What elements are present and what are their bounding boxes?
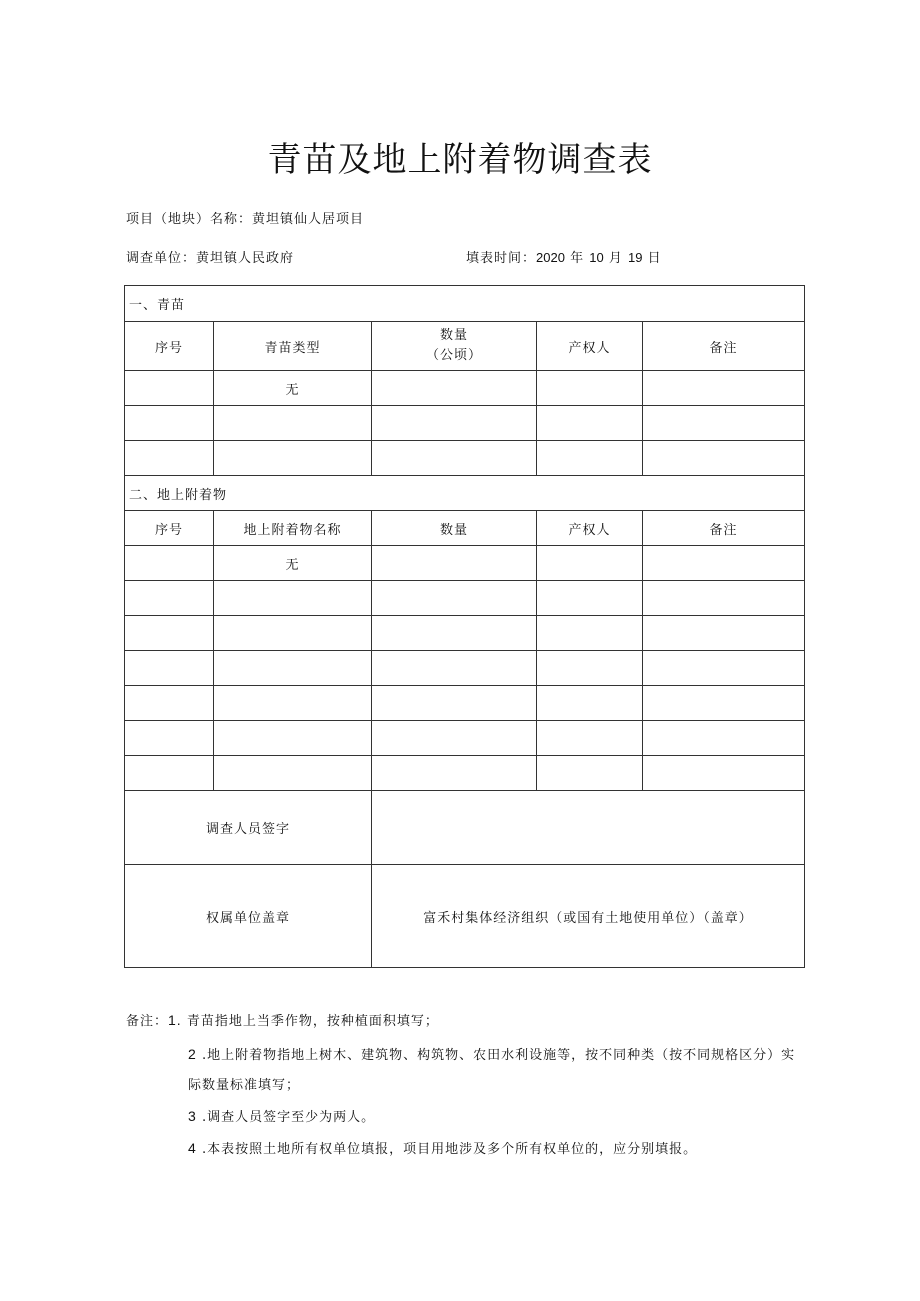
table-cell[interactable] xyxy=(214,616,372,651)
header-crop-type: 青苗类型 xyxy=(214,322,372,371)
note-number: 1. xyxy=(168,1012,182,1028)
seal-field[interactable]: 富禾村集体经济组织（或国有土地使用单位）（盖章） xyxy=(372,865,805,968)
table-cell[interactable] xyxy=(537,581,643,616)
fill-time-year: 2020 xyxy=(536,250,565,265)
table-cell[interactable] xyxy=(643,721,805,756)
survey-table xyxy=(124,285,805,968)
note-text: .调查人员签字至少为两人。 xyxy=(201,1110,376,1125)
seal-label: 权属单位盖章 xyxy=(125,865,372,968)
note-item-2 xyxy=(188,1044,795,1063)
fill-time-month-unit: 月 xyxy=(608,251,623,266)
table-cell[interactable] xyxy=(537,546,643,581)
table-cell[interactable] xyxy=(372,651,537,686)
note-item-3 xyxy=(188,1106,375,1125)
table-cell[interactable] xyxy=(125,756,214,791)
table-cell[interactable] xyxy=(372,546,537,581)
table-cell[interactable] xyxy=(643,756,805,791)
table-row xyxy=(125,686,805,721)
table-cell[interactable] xyxy=(372,756,537,791)
table-cell[interactable] xyxy=(643,406,805,441)
header-remark: 备注 xyxy=(643,322,805,371)
table-cell[interactable] xyxy=(537,686,643,721)
table-cell[interactable] xyxy=(372,616,537,651)
table-cell[interactable] xyxy=(214,581,372,616)
table-cell[interactable] xyxy=(537,406,643,441)
table-cell[interactable] xyxy=(125,721,214,756)
table-cell[interactable] xyxy=(125,371,214,406)
survey-unit: 调查单位：黄坦镇人民政府 xyxy=(126,251,295,266)
section-crops-title: 一、青苗 xyxy=(125,286,805,322)
table-row xyxy=(125,651,805,686)
table-cell[interactable] xyxy=(125,651,214,686)
table-cell[interactable] xyxy=(643,546,805,581)
table-cell[interactable] xyxy=(214,686,372,721)
note-item-4 xyxy=(188,1138,697,1157)
table-cell[interactable] xyxy=(372,686,537,721)
table-cell[interactable] xyxy=(125,406,214,441)
table-cell[interactable] xyxy=(372,406,537,441)
header-quantity-label: 数量 xyxy=(439,328,468,343)
table-cell[interactable] xyxy=(537,756,643,791)
table-cell[interactable] xyxy=(643,651,805,686)
note-number: 4 xyxy=(188,1140,197,1156)
table-cell[interactable] xyxy=(372,371,537,406)
table-cell[interactable] xyxy=(372,441,537,476)
note-text: 青苗指地上当季作物，按种植面积填写； xyxy=(186,1014,439,1029)
header-quantity: 数量 xyxy=(372,511,537,546)
crop-type-cell[interactable]: 无 xyxy=(214,371,372,406)
header-seq: 序号 xyxy=(125,322,214,371)
table-cell[interactable] xyxy=(214,651,372,686)
header-remark: 备注 xyxy=(643,511,805,546)
table-row xyxy=(125,546,805,581)
table-cell[interactable] xyxy=(125,546,214,581)
signature-field[interactable] xyxy=(372,791,805,865)
table-cell[interactable] xyxy=(125,616,214,651)
table-cell[interactable] xyxy=(214,721,372,756)
table-cell[interactable] xyxy=(643,441,805,476)
note-item-2-cont: 际数量标准填写； xyxy=(188,1078,301,1093)
header-owner: 产权人 xyxy=(537,511,643,546)
table-cell[interactable] xyxy=(537,616,643,651)
note-number: 2 xyxy=(188,1046,197,1062)
fill-time-year-unit: 年 xyxy=(570,251,585,266)
header-quantity-unit: （公顷） xyxy=(425,348,482,363)
table-cell[interactable] xyxy=(537,441,643,476)
table-row xyxy=(125,406,805,441)
table-cell[interactable] xyxy=(125,441,214,476)
table-row xyxy=(125,441,805,476)
section-attachments-title: 二、地上附着物 xyxy=(125,476,805,511)
header-quantity xyxy=(372,322,537,371)
table-cell[interactable] xyxy=(537,651,643,686)
table-row xyxy=(125,581,805,616)
fill-time-label: 填表时间： xyxy=(466,251,537,266)
table-cell[interactable] xyxy=(643,371,805,406)
table-cell[interactable] xyxy=(214,441,372,476)
note-text: .本表按照土地所有权单位填报，项目用地涉及多个所有权单位的，应分别填报。 xyxy=(201,1142,698,1157)
attachment-name-cell[interactable]: 无 xyxy=(214,546,372,581)
table-cell[interactable] xyxy=(643,581,805,616)
fill-time-month: 10 xyxy=(589,250,604,265)
table-cell[interactable] xyxy=(537,371,643,406)
table-row xyxy=(125,756,805,791)
note-text: .地上附着物指地上树木、建筑物、构筑物、农田水利设施等，按不同种类（按不同规格区分）实 xyxy=(201,1048,796,1063)
fill-time-day-unit: 日 xyxy=(647,251,662,266)
fill-time-day: 19 xyxy=(628,250,643,265)
table-row xyxy=(125,721,805,756)
table-cell[interactable] xyxy=(537,721,643,756)
header-seq: 序号 xyxy=(125,511,214,546)
note-item-1 xyxy=(126,1010,439,1029)
header-attachment-name: 地上附着物名称 xyxy=(214,511,372,546)
notes-prefix: 备注： xyxy=(126,1014,169,1029)
table-cell[interactable] xyxy=(643,616,805,651)
table-row xyxy=(125,616,805,651)
project-name: 项目（地块）名称：黄坦镇仙人居项目 xyxy=(126,212,365,227)
table-cell[interactable] xyxy=(372,721,537,756)
page-title: 青苗及地上附着物调查表 xyxy=(267,140,653,180)
table-cell[interactable] xyxy=(372,581,537,616)
table-cell[interactable] xyxy=(643,686,805,721)
table-cell[interactable] xyxy=(214,406,372,441)
signature-label: 调查人员签字 xyxy=(125,791,372,865)
table-cell[interactable] xyxy=(125,686,214,721)
table-cell[interactable] xyxy=(214,756,372,791)
header-owner: 产权人 xyxy=(537,322,643,371)
table-cell[interactable] xyxy=(125,581,214,616)
table-row xyxy=(125,371,805,406)
note-number: 3 xyxy=(188,1108,197,1124)
fill-time xyxy=(466,247,662,266)
